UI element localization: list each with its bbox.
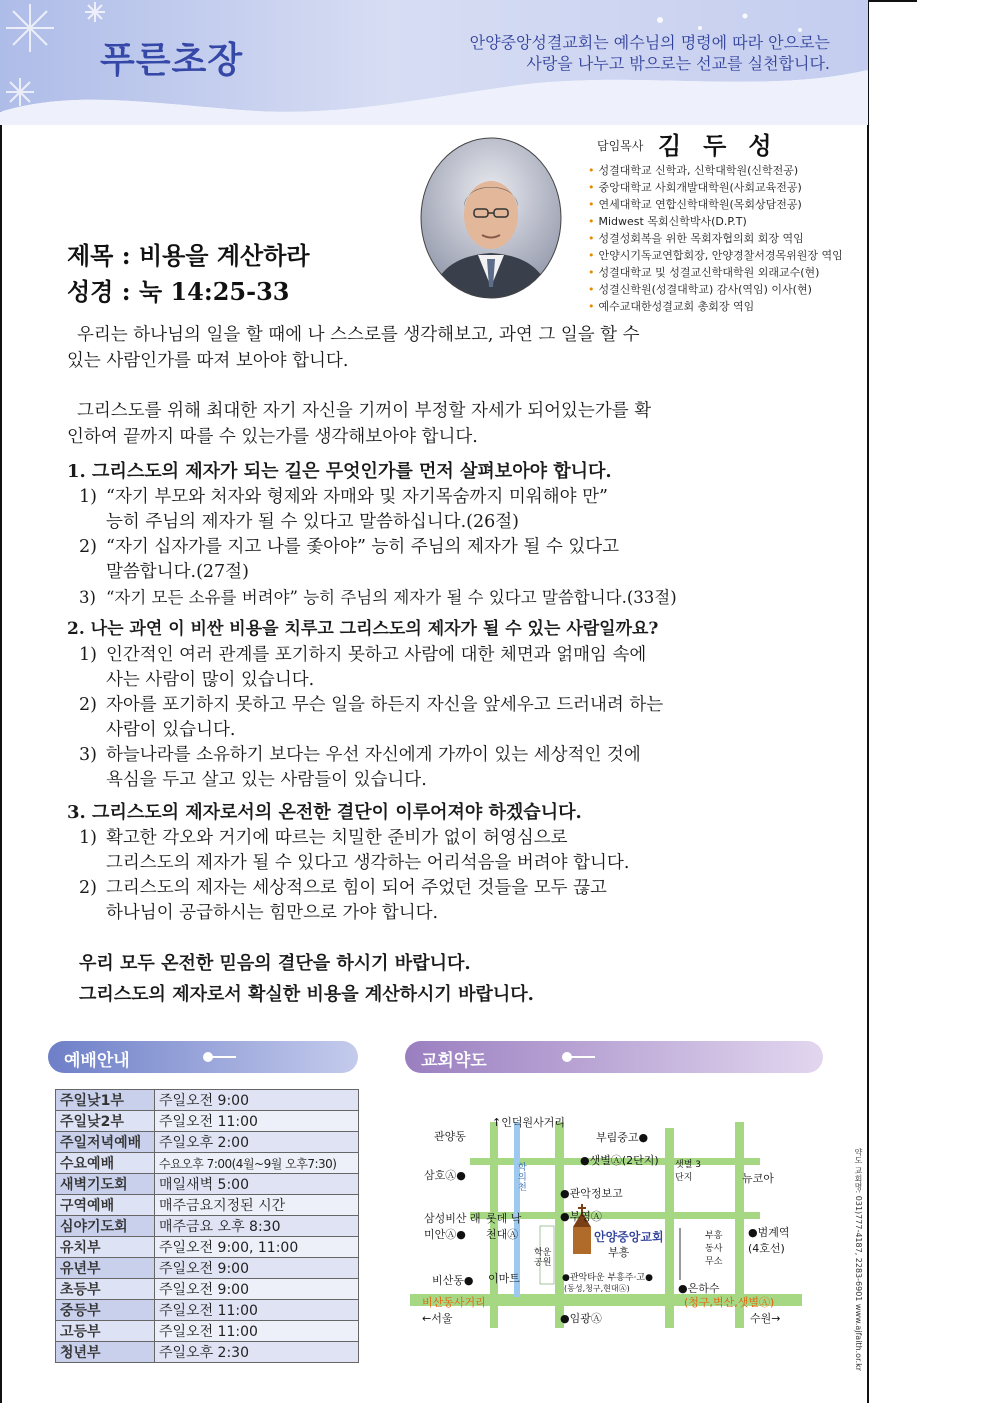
table-row xyxy=(56,1237,359,1258)
service-time: 주일오전 9:00 xyxy=(155,1090,359,1111)
service-name: 유치부 xyxy=(56,1237,155,1258)
closing-exhortation xyxy=(67,948,802,1010)
table-row xyxy=(56,1090,359,1111)
brand-title: 푸른초장 xyxy=(100,40,244,81)
point-line: “자기 모든 소유를 버려야” 능히 주님의 제자가 될 수 있다고 말씀합니다.(33절) xyxy=(106,588,677,607)
point-number: 3) xyxy=(79,745,97,765)
motto-line: 사랑을 나누고 밖으로는 선교를 실천합니다. xyxy=(526,54,830,73)
point-number: 2) xyxy=(79,695,97,715)
map-label: ●은하수 xyxy=(678,1282,720,1295)
point-number: 2) xyxy=(79,537,97,557)
service-time: 주일오전 11:00 xyxy=(155,1321,359,1342)
service-name: 수요예배 xyxy=(56,1153,155,1174)
map-label: ●범계역 (4호선) xyxy=(748,1226,790,1255)
table-row xyxy=(56,1174,359,1195)
service-time: 주일오전 9:00, 11:00 xyxy=(155,1237,359,1258)
section-point xyxy=(79,643,802,693)
sermon-section xyxy=(67,799,802,926)
closing-line: 그리스도의 제자로서 확실한 비용을 계산하시기 바랍니다. xyxy=(79,984,534,1005)
point-number: 3) xyxy=(79,588,96,607)
page-right-border xyxy=(867,0,869,1403)
map-label: 삼호Ⓐ● xyxy=(424,1169,466,1182)
map-label: ●관악정보고 xyxy=(560,1187,623,1200)
point-line: 사는 사람이 많이 있습니다. xyxy=(106,670,315,690)
map-label: ●관악타운 부흥주·고● xyxy=(562,1273,653,1283)
table-row xyxy=(56,1111,359,1132)
paragraph-line: 인하여 끝까지 따를 수 있는가를 생각해보아야 합니다. xyxy=(67,427,478,447)
credential-item: • 성결신학원(성결대학교) 감사(역임) 이사(현) xyxy=(588,281,843,298)
service-time: 수요오후 7:00(4월~9월 오후7:30) xyxy=(155,1153,359,1174)
service-time: 매주금요 오후 8:30 xyxy=(155,1216,359,1237)
credential-item: • 성결성회복을 위한 목회자협의회 회장 역임 xyxy=(588,230,843,247)
table-row xyxy=(56,1321,359,1342)
credential-item: • 연세대학교 연합신학대학원(목회상담전공) xyxy=(588,196,843,213)
section-point xyxy=(79,485,802,535)
credential-item: • 중앙대학교 사회개발대학원(사회교육전공) xyxy=(588,179,843,196)
sermon-body xyxy=(67,322,802,1010)
map-label: 학운공원 xyxy=(534,1248,552,1268)
table-row xyxy=(56,1300,359,1321)
pastor-portrait xyxy=(420,137,562,299)
service-name: 주일낮2부 xyxy=(56,1111,155,1132)
map-label: (청구,벽산,샛별Ⓐ) xyxy=(684,1296,775,1309)
header-rule xyxy=(567,1056,595,1058)
intro-paragraph xyxy=(67,398,802,450)
church-map-header xyxy=(405,1041,823,1073)
service-time: 주일오전 9:00 xyxy=(155,1258,359,1279)
point-line: 말씀합니다.(27절) xyxy=(106,562,249,582)
section-point xyxy=(79,535,802,585)
service-time: 주일오후 2:00 xyxy=(155,1132,359,1153)
section-heading: 2. 나는 과연 이 비싼 비용을 치루고 그리스도의 제자가 될 수 있는 사람일까요? xyxy=(67,619,659,639)
service-time: 주일오전 11:00 xyxy=(155,1111,359,1132)
church-map-marker: 안양중앙교회 xyxy=(594,1230,664,1244)
section-point xyxy=(79,585,802,610)
credential-item: • 성결대학교 및 성결교신학대학원 외래교수(현) xyxy=(588,264,843,281)
map-label: 롯데 낙천대Ⓐ xyxy=(486,1212,522,1241)
table-row xyxy=(56,1216,359,1237)
point-line: 자아를 포기하지 못하고 무슨 일을 하든지 자신을 앞세우고 드러내려 하는 xyxy=(106,695,664,715)
service-name: 심야기도회 xyxy=(56,1216,155,1237)
section-point xyxy=(79,826,802,876)
point-line: 사람이 있습니다. xyxy=(106,720,236,740)
table-row xyxy=(56,1279,359,1300)
point-line: 능히 주님의 제자가 될 수 있다고 말씀하십니다.(26절) xyxy=(106,512,519,532)
section-heading: 3. 그리스도의 제자로서의 온전한 결단이 이루어져야 하겠습니다. xyxy=(67,802,582,823)
service-name: 고등부 xyxy=(56,1321,155,1342)
map-label: 부흥 xyxy=(608,1246,630,1259)
service-time: 매주금요지정된 시간 xyxy=(155,1195,359,1216)
motto-line: 안양중앙성결교회는 예수님의 명령에 따라 안으로는 xyxy=(469,33,830,52)
map-label: 삼성비산 래미안Ⓐ● xyxy=(424,1212,481,1241)
page-corner-mark xyxy=(867,0,917,2)
service-time: 주일오전 11:00 xyxy=(155,1300,359,1321)
worship-guide-label: 예배안내 xyxy=(64,1051,130,1071)
pastor-name: 김두성 xyxy=(658,131,794,160)
service-name: 초등부 xyxy=(56,1279,155,1300)
service-name: 주일낮1부 xyxy=(56,1090,155,1111)
section-point xyxy=(79,693,802,743)
worship-schedule-table xyxy=(55,1089,359,1363)
map-label: 부림중고● xyxy=(596,1131,649,1144)
point-number: 1) xyxy=(79,645,97,665)
service-name: 구역예배 xyxy=(56,1195,155,1216)
credential-item: • 성결대학교 신학과, 신학대학원(신학전공) xyxy=(588,162,843,179)
sermon-section xyxy=(67,458,802,610)
table-row xyxy=(56,1153,359,1174)
map-label: ●부영Ⓐ xyxy=(560,1210,602,1223)
sermon-title: 제목 : 비용을 계산하라 xyxy=(67,241,310,270)
credential-item: • 안양시기독교연합회장, 안양경찰서경목위원장 역임 xyxy=(588,247,843,264)
closing-line: 우리 모두 온전한 믿음의 결단을 하시기 바랍니다. xyxy=(79,953,471,974)
point-line: “자기 십자가를 지고 나를 좇아야” 능히 주님의 제자가 될 수 있다고 xyxy=(106,537,620,557)
map-label: 샛별 3단지 xyxy=(675,1160,701,1183)
map-label: (동성,청구,현대Ⓐ) xyxy=(564,1284,630,1293)
table-row xyxy=(56,1195,359,1216)
page-left-border xyxy=(0,0,2,1403)
credential-item: • 예수교대한성결교회 총회장 역임 xyxy=(588,298,843,315)
map-label: ←서울 xyxy=(422,1312,453,1325)
point-line: 욕심을 두고 살고 있는 사람들이 있습니다. xyxy=(106,770,427,790)
map-label: 학의천 xyxy=(518,1163,527,1193)
sermon-scripture: 성경 : 눅 14:25-33 xyxy=(67,277,290,306)
contact-sidebar: 약도 교회명: 031)777-4187, 2283-6901 www.ajfaith.or.kr xyxy=(854,1148,863,1372)
map-label: 관양동 xyxy=(434,1130,466,1143)
map-label: ●샛별Ⓐ(2단지) xyxy=(580,1154,659,1167)
credential-item: • Midwest 목회신학박사(D.P.T) xyxy=(588,213,843,230)
intro-paragraph xyxy=(67,322,802,374)
point-line: 확고한 각오와 거기에 따르는 치밀한 준비가 없이 허영심으로 xyxy=(106,828,568,848)
map-label: 뉴코아 xyxy=(742,1172,774,1185)
map-label: 이마트 xyxy=(488,1272,520,1285)
service-time: 매일새벽 5:00 xyxy=(155,1174,359,1195)
church-location-map xyxy=(410,1100,840,1340)
service-time: 주일오후 2:30 xyxy=(155,1342,359,1363)
section-point xyxy=(79,876,802,926)
paragraph-line: 그리스도를 위해 최대한 자기 자신을 기꺼이 부정할 자세가 되어있는가를 확 xyxy=(77,401,652,421)
point-line: 그리스도의 제자가 될 수 있다고 생각하는 어리석음을 버려야 합니다. xyxy=(106,853,630,873)
point-number: 1) xyxy=(79,487,97,507)
service-name: 청년부 xyxy=(56,1342,155,1363)
service-name: 주일저녁예배 xyxy=(56,1132,155,1153)
service-name: 유년부 xyxy=(56,1258,155,1279)
paragraph-line: 우리는 하나님의 일을 할 때에 나 스스로를 생각해보고, 과연 그 일을 할 수 xyxy=(77,325,640,345)
map-label: 비산동● xyxy=(432,1274,474,1287)
point-line: 인간적인 여러 관계를 포기하지 못하고 사람에 대한 체면과 얽매임 속에 xyxy=(106,645,647,665)
worship-guide-header xyxy=(48,1041,358,1073)
church-motto xyxy=(420,32,830,74)
service-time: 주일오전 9:00 xyxy=(155,1279,359,1300)
map-label: 비산동사거리 xyxy=(422,1296,486,1309)
map-label: 부흥 동사무소 xyxy=(705,1231,723,1267)
table-row xyxy=(56,1258,359,1279)
table-row xyxy=(56,1132,359,1153)
point-number: 1) xyxy=(79,828,97,848)
point-line: “자기 부모와 처자와 형제와 자매와 및 자기목숨까지 미워해야 만” xyxy=(106,487,608,507)
header-rule xyxy=(208,1056,236,1058)
point-line: 그리스도의 제자는 세상적으로 힘이 되어 주었던 것들을 모두 끊고 xyxy=(106,878,607,898)
pastor-credentials xyxy=(588,162,843,315)
point-number: 2) xyxy=(79,878,97,898)
map-label: 수원→ xyxy=(750,1312,781,1325)
service-name: 새벽기도회 xyxy=(56,1174,155,1195)
section-heading: 1. 그리스도의 제자가 되는 길은 무엇인가를 먼저 살펴보아야 합니다. xyxy=(67,461,612,482)
table-row xyxy=(56,1342,359,1363)
point-line: 하나님이 공급하시는 힘만으로 가야 합니다. xyxy=(106,903,439,923)
point-line: 하늘나라를 소유하기 보다는 우선 자신에게 가까이 있는 세상적인 것에 xyxy=(106,745,641,765)
map-label: ●임광Ⓐ xyxy=(560,1312,602,1325)
pastor-role: 담임목사 xyxy=(597,139,644,153)
section-point xyxy=(79,743,802,793)
service-name: 중등부 xyxy=(56,1300,155,1321)
sermon-section xyxy=(67,616,802,793)
map-label: ↑인덕원사거리 xyxy=(492,1116,565,1129)
church-map-label: 교회약도 xyxy=(421,1051,487,1071)
paragraph-line: 있는 사람인가를 따져 보아야 합니다. xyxy=(67,351,349,371)
